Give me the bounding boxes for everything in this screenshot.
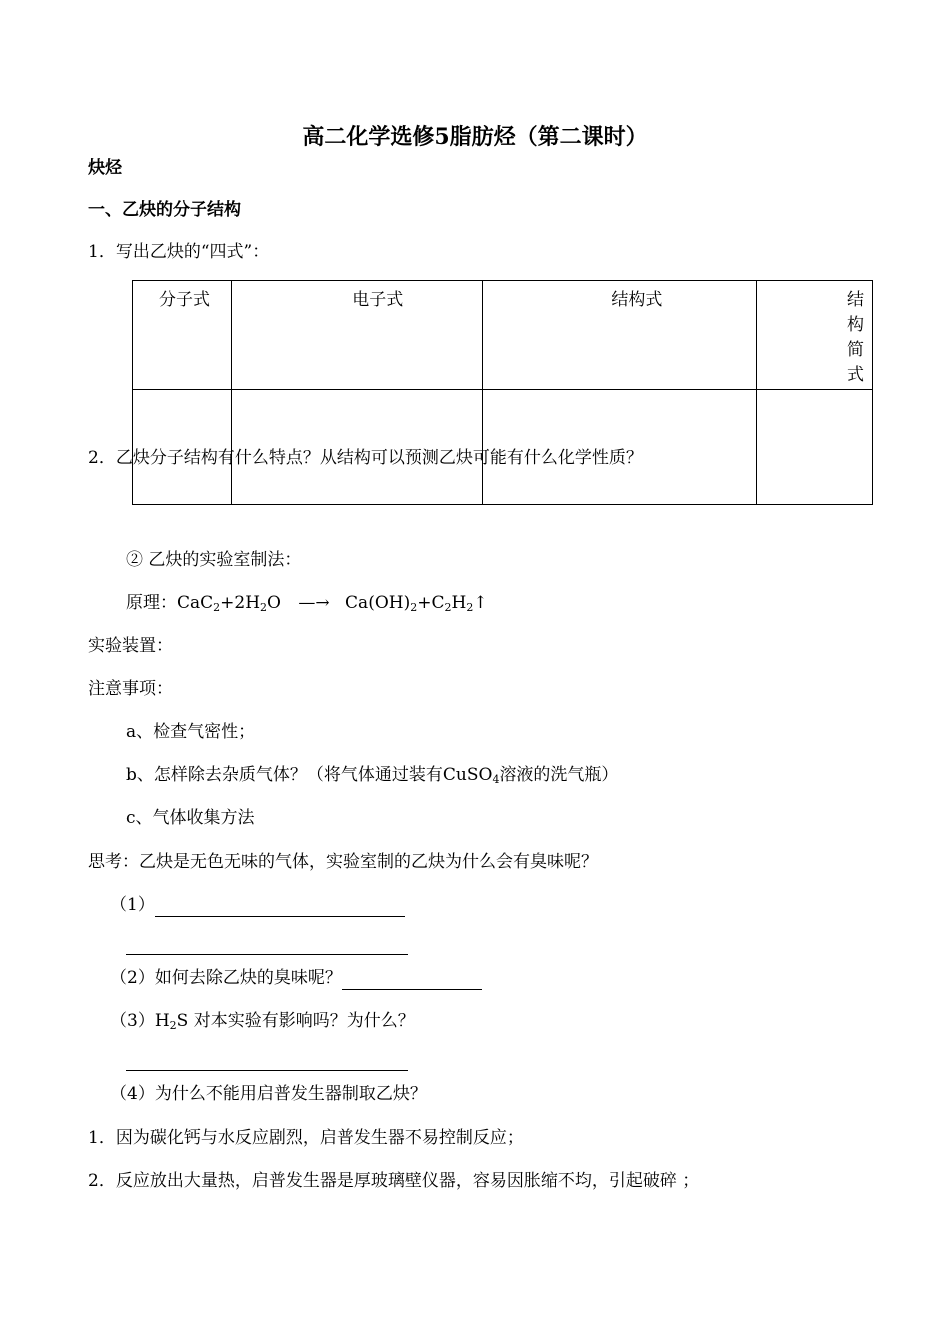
heading-molecular-structure: 一、乙炔的分子结构 xyxy=(88,200,241,220)
principle-label: 原理： xyxy=(126,593,177,613)
sub-question-2: （2）如何去除乙炔的臭味呢？ xyxy=(110,966,482,990)
reaction-arrow: —→ xyxy=(298,593,330,613)
note-c: c、气体收集方法 xyxy=(126,808,255,828)
header-molecular-formula: 分子式 xyxy=(133,281,232,390)
note-a: a、检查气密性； xyxy=(126,722,256,742)
answer-blank-2[interactable] xyxy=(342,971,482,990)
sub-question-3: $(3)H_2S$ 对本实验有影响吗？为什么？ xyxy=(110,1011,415,1032)
header-electron-formula: 电子式 xyxy=(232,281,483,390)
note-b: b、怎样除去杂质气体？（将气体通过装有CuSO$_4$溶液的洗气瓶） xyxy=(126,765,619,786)
answer-1: 1．因为碳化钙与水反应剧烈，启普发生器不易控制反应； xyxy=(88,1128,524,1148)
cell-condensed-formula[interactable] xyxy=(757,390,873,505)
sub-question-1: （1） xyxy=(110,893,405,917)
notes-title: 注意事项： xyxy=(88,679,173,699)
apparatus-label: 实验装置： xyxy=(88,636,173,656)
section-heading: 炔烃 xyxy=(88,158,122,178)
sub-question-4: （4）为什么不能用启普发生器制取乙炔？ xyxy=(110,1084,427,1104)
question-2: 2．乙炔分子结构有什么特点？从结构可以预测乙炔可能有什么化学性质？ xyxy=(88,448,643,468)
four-formula-table xyxy=(132,280,873,505)
think-question: 思考：乙炔是无色无味的气体，实验室制的乙炔为什么会有臭味呢？ xyxy=(88,852,598,872)
lab-prep-title: ② 乙炔的实验室制法： xyxy=(126,550,302,570)
header-structural-formula: 结构式 xyxy=(483,281,757,390)
answer-blank-3[interactable] xyxy=(126,1070,408,1071)
answer-2: 2．反应放出大量热，启普发生器是厚玻璃壁仪器，容易因胀缩不均，引起破碎 ； xyxy=(88,1171,700,1191)
answer-blank-1b[interactable] xyxy=(126,954,408,955)
answer-blank-1[interactable] xyxy=(155,898,405,917)
header-condensed-formula: 结构简式 xyxy=(757,281,873,390)
page-title: 高二化学选修5脂肪烃（第二课时） xyxy=(302,124,648,150)
reaction-principle: 原理：$CaC_2+2H_2O$ —→ $Ca(OH)_2+C_2H_2↑$ xyxy=(126,593,488,614)
question-1: 1．写出乙炔的“四式”： xyxy=(88,242,270,262)
